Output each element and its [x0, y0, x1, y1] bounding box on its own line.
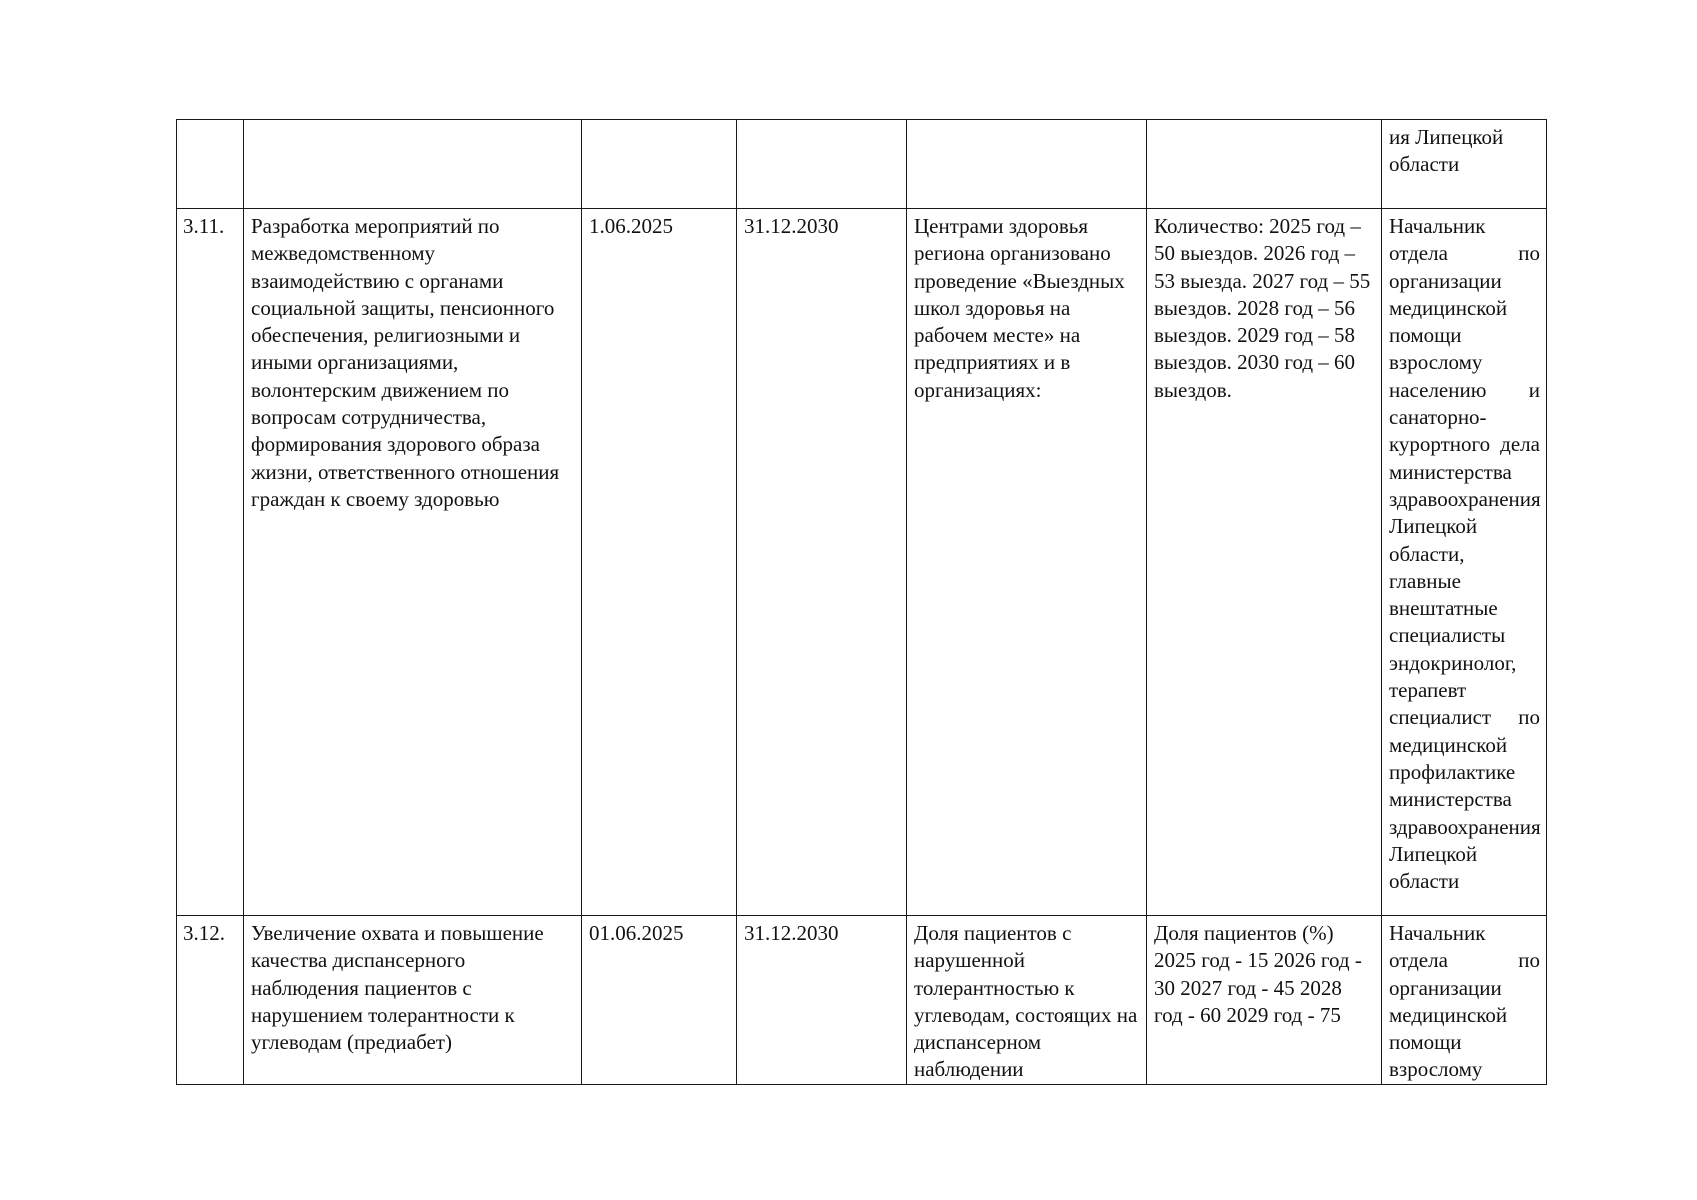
- indicator-text: Доля пациентов (%) 2025 год - 15 2026 год - 30 2027 год - 45 2028 год - 60 2029 год - 75: [1154, 921, 1362, 1027]
- cell-number: [177, 120, 244, 209]
- cell-end-date: [737, 120, 907, 209]
- responsible-text: Начальник отдела по организации медицинской помощи взрослому: [1389, 921, 1540, 1082]
- table-row: [177, 209, 1547, 916]
- start-date: 01.06.2025: [589, 921, 684, 945]
- cell-indicator: [1147, 916, 1382, 1085]
- cell-event: [244, 120, 582, 209]
- event-text: Увеличение охвата и повышение качества диспансерного наблюдения пациентов с нарушением толерантности к углеводам (предиабет): [251, 921, 544, 1055]
- cell-result: [907, 120, 1147, 209]
- cell-responsible: [1382, 120, 1547, 209]
- end-date: 31.12.2030: [744, 921, 839, 945]
- cell-indicator: [1147, 120, 1382, 209]
- cell-end-date: [737, 916, 907, 1085]
- cell-indicator: [1147, 209, 1382, 916]
- responsible-text: ия Липецкой области: [1389, 125, 1504, 177]
- cell-number: [177, 209, 244, 916]
- cell-responsible: [1382, 209, 1547, 916]
- cell-start-date: [582, 916, 737, 1085]
- result-text: Центрами здоровья региона организовано проведение «Выездных школ здоровья на рабочем месте» на предприятиях и в организациях:: [914, 214, 1125, 402]
- responsible-text: Начальник отдела по организации медицинской помощи взрослому населению и санаторно-курортного дела министерства здравоохранения Липецкой области, главные внештатные специалисты эндокринолог, терапевт специалист по медицинской профилактике министерства здравоохранения Липецкой области: [1389, 214, 1541, 894]
- cell-event: [244, 916, 582, 1085]
- event-text: Разработка мероприятий по межведомственному взаимодействию с органами социальной защиты, пенсионного обеспечения, религиозными и иными организациями, волонтерским движением по вопросам сотрудничества, формирования здорового образа жизни, ответственного отношения граждан к своему здоровью: [251, 214, 560, 511]
- table-row: [177, 916, 1547, 1085]
- cell-result: [907, 209, 1147, 916]
- cell-result: [907, 916, 1147, 1085]
- result-text: Доля пациентов с нарушенной толерантностью к углеводам, состоящих на диспансерном наблюдении: [914, 921, 1138, 1082]
- start-date: 1.06.2025: [589, 214, 673, 238]
- row-number: 3.11.: [183, 214, 225, 238]
- table-row-continued: [177, 120, 1547, 209]
- indicator-text: Количество: 2025 год – 50 выездов. 2026 год – 53 выезда. 2027 год – 55 выездов. 2028 год – 56 выездов. 2029 год – 58 выездов. 2030 год – 60 выездов.: [1154, 214, 1371, 402]
- row-number: 3.12.: [183, 921, 225, 945]
- cell-responsible: [1382, 916, 1547, 1085]
- cell-event: [244, 209, 582, 916]
- end-date: 31.12.2030: [744, 214, 839, 238]
- cell-end-date: [737, 209, 907, 916]
- cell-start-date: [582, 209, 737, 916]
- cell-start-date: [582, 120, 737, 209]
- cell-number: [177, 916, 244, 1085]
- activity-plan-table: [176, 119, 1547, 1085]
